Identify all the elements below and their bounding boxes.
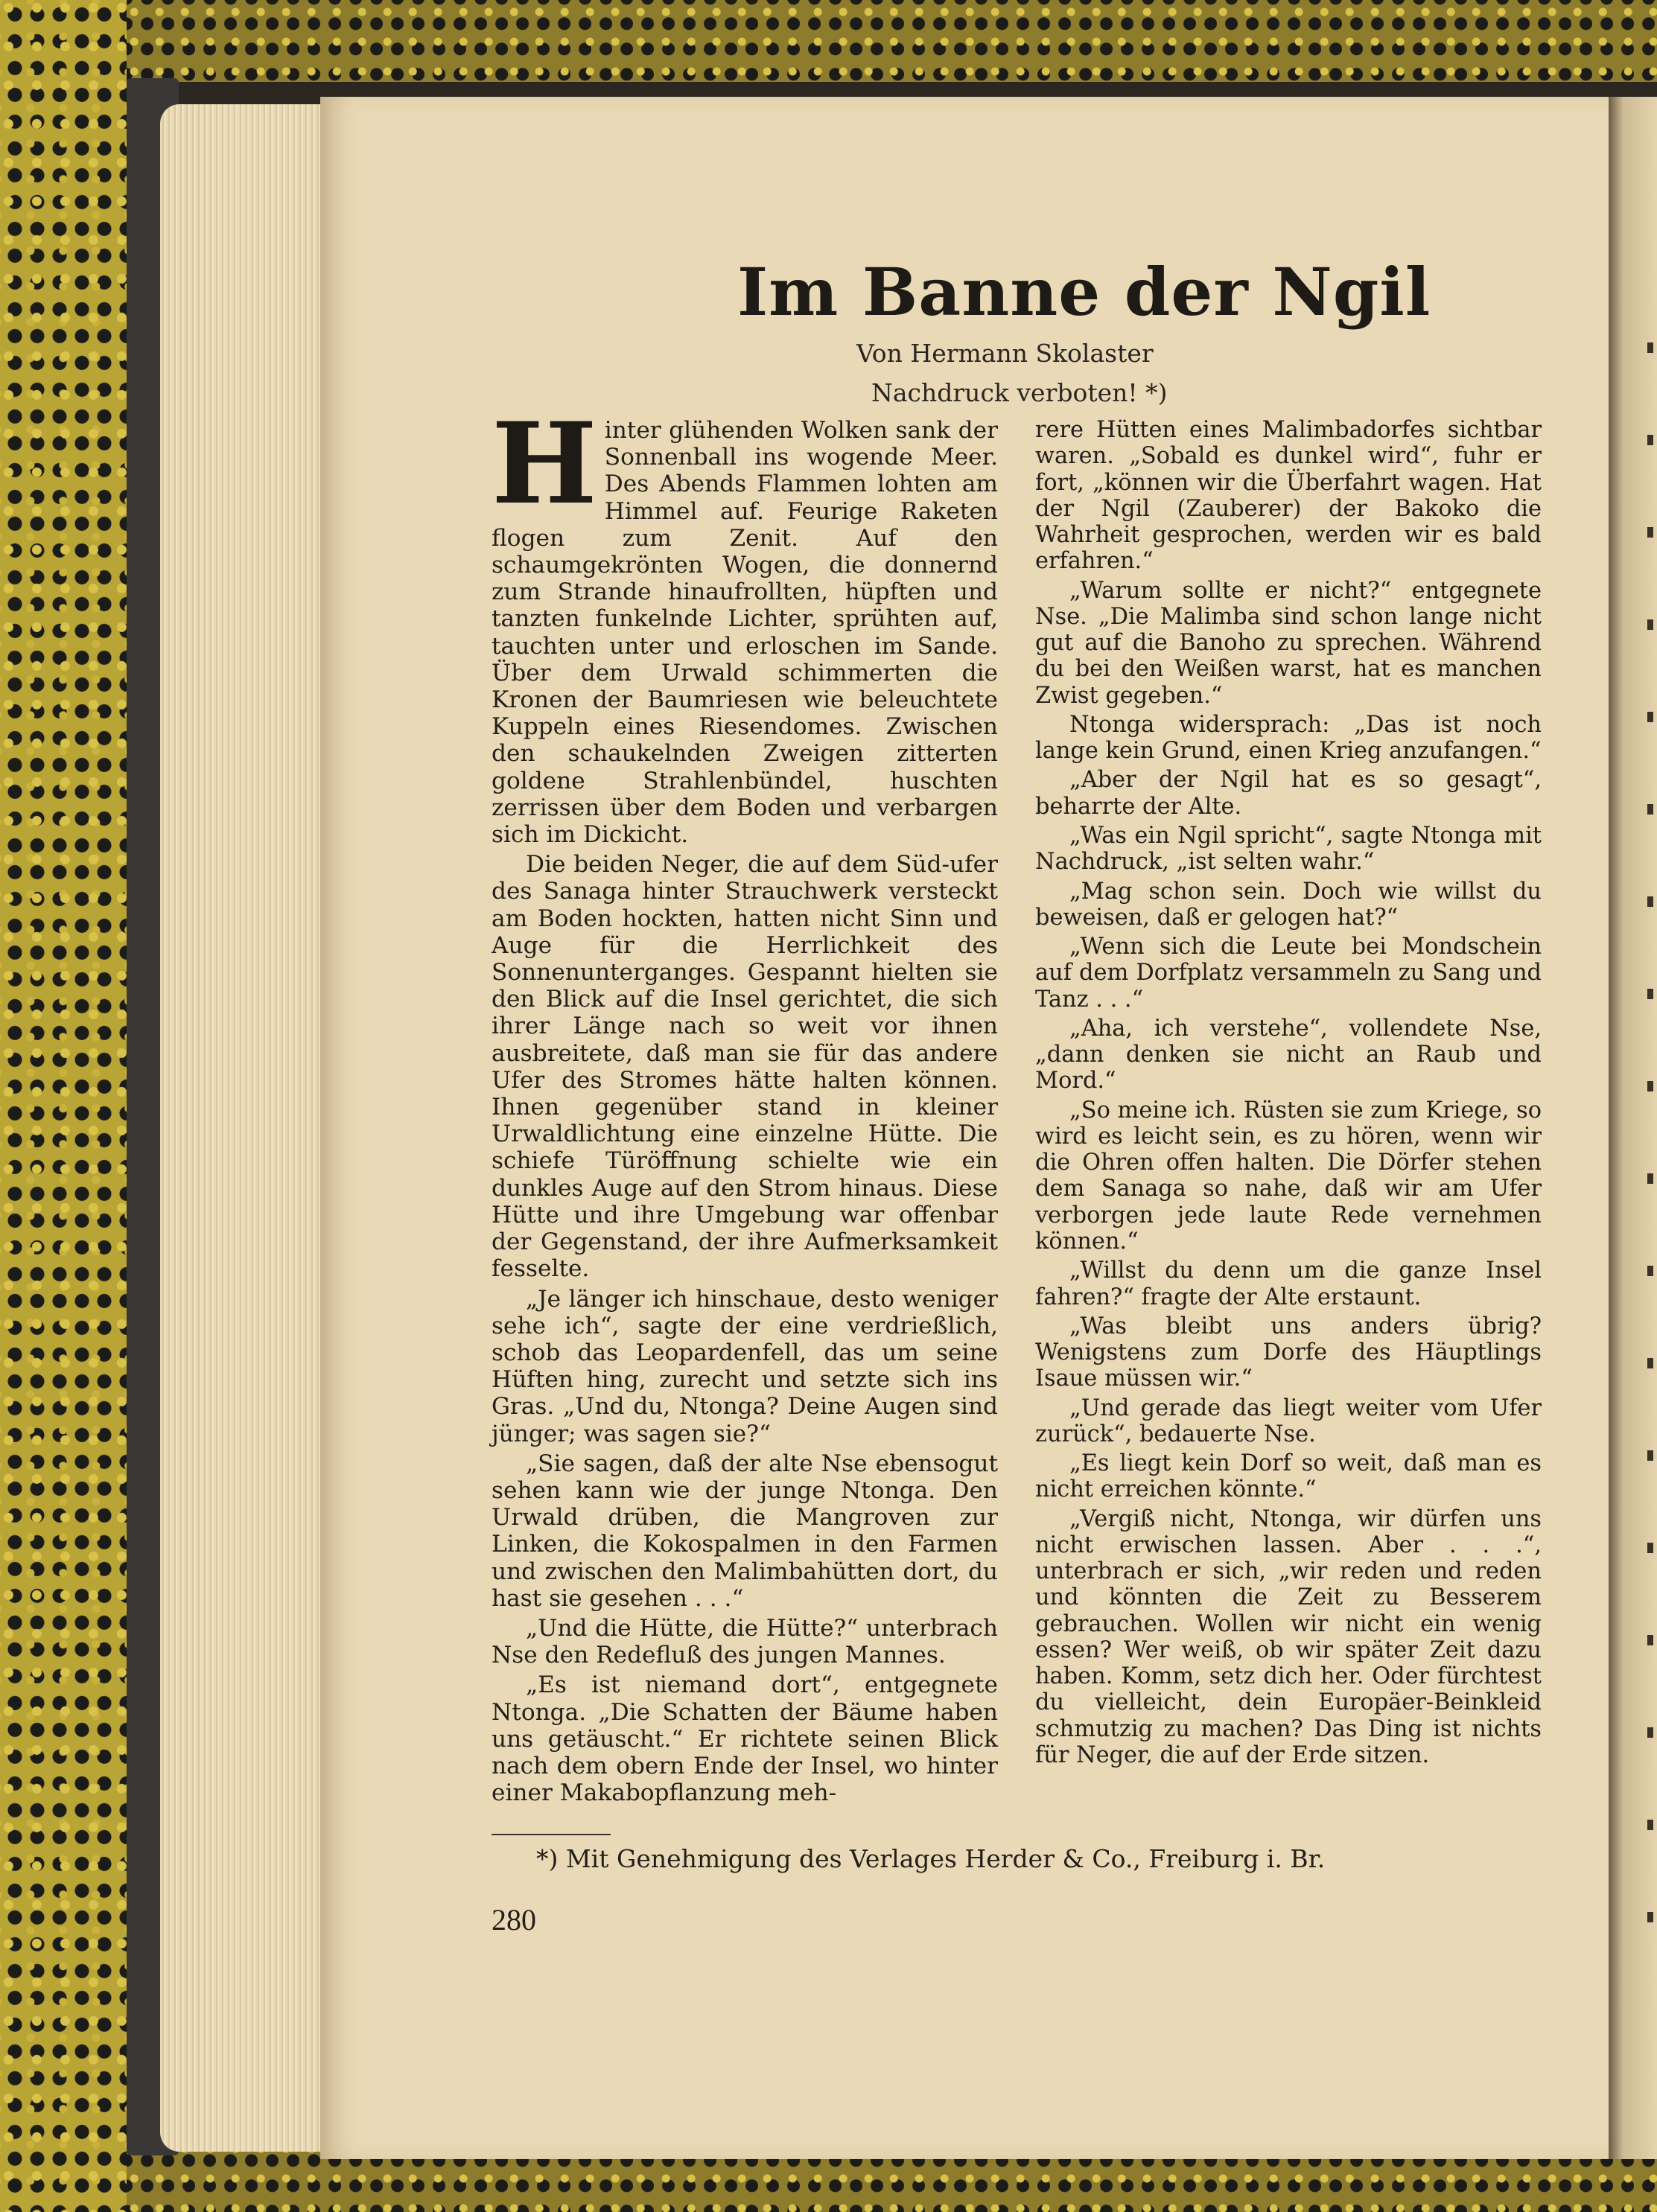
paragraph: „Und gerade das liegt weiter vom Ufer zurück“, bedauerte Nse.	[1035, 1395, 1542, 1447]
drop-cap: H	[492, 398, 597, 529]
paragraph: „Was ein Ngil spricht“, sagte Ntonga mit Nachdruck, „ist selten wahr.“	[1035, 822, 1542, 876]
paragraph: „Es liegt kein Dorf so weit, daß man es nicht erreichen könnte.“	[1035, 1450, 1542, 1503]
footnote: *) Mit Genehmigung des Verlages Herder & Co., Freiburg i. Br.	[536, 1844, 1326, 1873]
paragraph: „Aha, ich verstehe“, vollendete Nse, „dann denken sie nicht an Raub und Mord.“	[1035, 1015, 1542, 1094]
paragraph: „Wenn sich die Leute bei Mondschein auf dem Dorfplatz versammeln zu Sang und Tanz . . .“	[1035, 934, 1542, 1013]
paragraph: rere Hütten eines Malimbadorfes sichtbar waren. „Sobald es dunkel wird“, fuhr er fort, „können wir die Überfahrt wagen. Hat der Ngil (Zauberer) der Bakoko die Wahrheit gesprochen, werden wir es bald erfahren.“	[1035, 417, 1542, 575]
paragraph: „Was bleibt uns anders übrig? Wenigstens zum Dorfe des Häuptlings Isaue müssen wir.“	[1035, 1313, 1542, 1392]
text-column-left	[492, 398, 998, 1809]
paragraph: „Sie sagen, daß der alte Nse ebensogut sehen kann wie der junge Ntonga. Den Urwald drüben, die Mangroven zur Linken, die Kokospalmen in den Farmen und zwischen den Malimbahütten dort, du hast sie gesehen . . .“	[492, 1450, 998, 1612]
paragraph: Die beiden Neger, die auf dem Süd-ufer des Sanaga hinter Strauchwerk versteckt am Boden hockten, hatten nicht Sinn und Auge für die Herrlichkeit des Sonnenunterganges. Gespannt hielten sie den Blick auf die Insel gerichtet, die sich ihrer Länge nach so weit vor ihnen ausbreitete, daß man sie für das andere Ufer des Stromes hätte halten können. Ihnen gegenüber stand in kleiner Urwaldlichtung eine einzelne Hütte. Die schiefe Türöffnung schielte wie ein dunkles Auge auf den Strom hinaus. Diese Hütte und ihre Umgebung war offenbar der Gegenstand, der ihre Aufmerksamkeit fesselte.	[492, 851, 998, 1283]
paragraph: „So meine ich. Rüsten sie zum Kriege, so wird es leicht sein, es zu hören, wenn wir die Ohren offen halten. Die Dörfer stehen dem Sanaga so nahe, daß wir am Ufer verborgen jede laute Rede vernehmen können.“	[1035, 1097, 1542, 1255]
paragraph: „Es ist niemand dort“, entgegnete Ntonga. „Die Schatten der Bäume haben uns getäuscht.“ Er richtete seinen Blick nach dem obern Ende der Insel, wo hinter einer Makabopflanzung meh-	[492, 1671, 998, 1807]
paragraph: „Je länger ich hinschaue, desto weniger sehe ich“, sagte der eine verdrießlich, schob das Leopardenfell, das um seine Hüften hing, zurecht und setzte sich ins Gras. „Und du, Ntonga? Deine Augen sind jünger; was sagen sie?“	[492, 1285, 998, 1447]
reprint-notice: Nachdruck verboten! *)	[871, 378, 1168, 407]
text-column-right	[1035, 417, 1542, 1771]
paragraph: Hinter glühenden Wolken sank der Sonnenball ins wogende Meer. Des Abends Flammen lohten am Himmel auf. Feurige Raketen flogen zum Zenit. Auf den schaumgekrönten Wogen, die donnernd zum Strande hinaufrollten, hüpften und tanzten funkelnde Lichter, sprühten auf, tauchten unter und erloschen im Sande. Über dem Urwald schimmerten die Kronen der Baumriesen wie beleuchtete Kuppeln eines Riesendomes. Zwischen den schaukelnden Zweigen zitterten goldene Strahlenbündel, huschten zerrissen über dem Boden und verbargen sich im Dickicht.	[492, 398, 998, 849]
paragraph: „Vergiß nicht, Ntonga, wir dürfen uns nicht erwischen lassen. Aber . . .“, unterbrach er sich, „wir reden und reden und könnten die Zeit zu Besserem gebrauchen. Wollen wir nicht ein wenig essen? Wer weiß, ob wir später Zeit dazu haben. Komm, setz dich her. Oder fürchtest du vielleicht, dein Europäer-Beinkleid schmutzig zu machen? Das Ding ist nichts für Neger, die auf der Erde sitzen.	[1035, 1505, 1542, 1769]
paragraph: „Und die Hütte, die Hütte?“ unterbrach Nse den Redefluß des jungen Mannes.	[492, 1614, 998, 1669]
paragraph: „Mag schon sein. Doch wie willst du beweisen, daß er gelogen hat?“	[1035, 878, 1542, 931]
page-stack-edge	[160, 104, 331, 2152]
article-title: Im Banne der Ngil	[737, 253, 1431, 331]
footnote-rule	[492, 1834, 611, 1835]
paragraph: „Aber der Ngil hat es so gesagt“, beharrte der Alte.	[1035, 767, 1542, 820]
paragraph: Ntonga widersprach: „Das ist noch lange kein Grund, einen Krieg anzufangen.“	[1035, 711, 1542, 765]
article-byline: Von Hermann Skolaster	[856, 339, 1154, 368]
next-page-edge	[1609, 97, 1657, 2159]
paragraph: „Warum sollte er nicht?“ entgegnete Nse. „Die Malimba sind schon lange nicht gut auf die Banoho zu sprechen. Während du bei den Weißen warst, hat es manchen Zwist gegeben.“	[1035, 577, 1542, 709]
page-number: 280	[492, 1903, 536, 1937]
paragraph: „Willst du denn um die ganze Insel fahren?“ fragte der Alte erstaunt.	[1035, 1258, 1542, 1310]
book-cover-top-edge	[127, 0, 1657, 82]
next-page-text-marks	[1647, 342, 1655, 2004]
